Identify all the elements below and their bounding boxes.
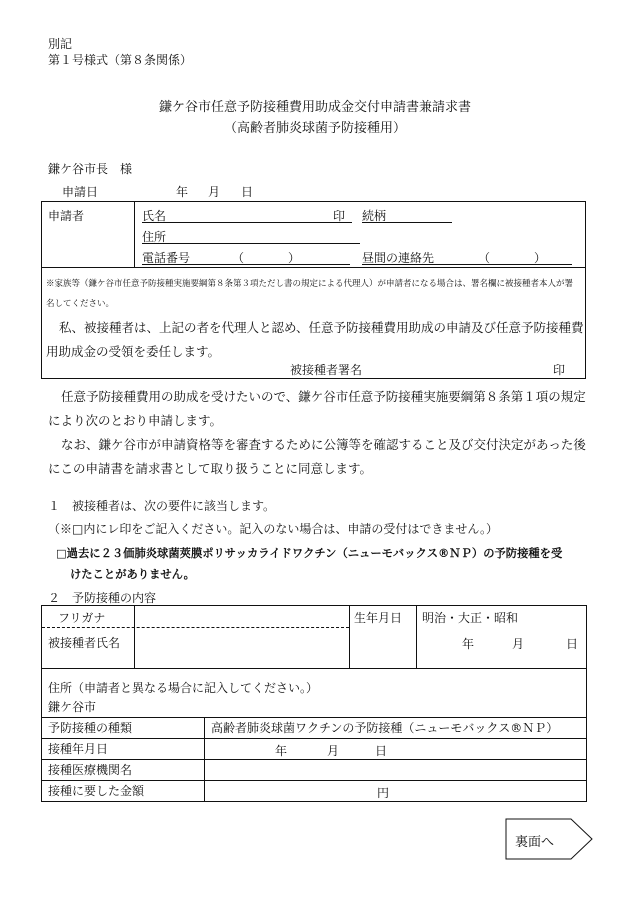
applicant-address-field[interactable] [142, 228, 360, 244]
applicant-label: 申請者 [48, 209, 85, 223]
applicant-note: ※家族等（鎌ケ谷市任意予防接種実施要綱第８条第３項ただし書の規定による代理人）が申請者になる場合は、署名欄に被接種者本人が署名してください。 [46, 279, 574, 309]
statement-para1: 任意予防接種費用の助成を受けたいので、鎌ケ谷市任意予防接種実施要綱第８条第１項の規定により次のとおり申請します。 [48, 389, 586, 428]
section1-heading: １ 被接種者は、次の要件に該当します。 [48, 499, 276, 513]
amount-unit: 円 [377, 785, 390, 800]
institution-label: 接種医療機関名 [42, 759, 205, 780]
phone-label: 電話番号 [142, 251, 191, 265]
applicant-seal: 印 [333, 209, 346, 223]
section1-instruction: （※□内にレ印をご記入ください。記入のない場合は、申請の受付はできません。） [48, 522, 499, 536]
daytime-contact-label: 昼間の連絡先 [362, 251, 435, 265]
furigana-dashed-line [42, 627, 349, 628]
vaccination-date-month: 月 [327, 743, 340, 758]
daytime-contact-field[interactable] [362, 249, 572, 265]
relation-field[interactable] [362, 207, 452, 223]
amount-label: 接種に要した金額 [42, 780, 205, 801]
institution-field[interactable] [205, 759, 587, 780]
recipient-table-divider-3 [416, 605, 417, 669]
birth-month[interactable]: 月 [512, 637, 525, 651]
statement-para2: なお、鎌ケ谷市が申請資格等を審査するために公簿等を確認すること及び交付決定があった後にこの申請書を請求書として取り扱うことに同意します。 [48, 437, 586, 476]
amount-field[interactable] [205, 780, 587, 801]
vaccination-details-table [41, 717, 587, 802]
applicant-name-field[interactable] [142, 207, 352, 223]
relation-label: 続柄 [362, 209, 387, 223]
vaccination-date-day: 日 [375, 743, 388, 758]
application-date-year[interactable]: 年 [176, 185, 189, 199]
requirement-checkbox[interactable]: □過去に２３価肺炎球菌莢膜ポリサッカライドワクチン（ニューモバックス®ＮＰ）の予防接種を受 [56, 547, 563, 560]
phone-field[interactable] [142, 249, 350, 265]
applicant-bottom-divider [41, 267, 586, 268]
appendix-label: 別記 [48, 37, 73, 51]
recipient-table-divider-2 [349, 605, 350, 669]
era-options[interactable]: 明治・大正・昭和 [422, 611, 519, 625]
phone-paren: （ ） [232, 251, 303, 265]
recipient-table-divider-1 [134, 605, 135, 669]
furigana-label: フリガナ [58, 611, 106, 625]
birth-year[interactable]: 年 [462, 637, 475, 651]
daytime-contact-paren: （ ） [478, 251, 549, 265]
next-page-button[interactable] [505, 818, 593, 860]
next-page-label: 裏面へ [515, 835, 555, 850]
document-title: 鎌ケ谷市任意予防接種費用助成金交付申請書兼請求書 [158, 100, 471, 115]
furigana-field[interactable] [136, 607, 348, 626]
application-date-label: 申請日 [62, 185, 99, 199]
birth-day[interactable]: 日 [566, 637, 579, 651]
delegation-text: 私、被接種者は、上記の者を代理人と認め、任意予防接種費用助成の申請及び任意予防接種費用助成金の受領を委任します。 [46, 320, 584, 359]
applicant-name-label: 氏名 [142, 209, 167, 223]
vaccination-date-field[interactable] [205, 738, 587, 759]
signature-seal: 印 [553, 363, 566, 377]
applicant-address-label: 住所 [142, 230, 167, 244]
application-date-day[interactable]: 日 [241, 185, 254, 199]
vaccination-date-label: 接種年月日 [42, 738, 205, 759]
addressee: 鎌ケ谷市長 様 [48, 162, 133, 176]
application-date-month[interactable]: 月 [208, 185, 221, 199]
recipient-name-field[interactable] [136, 629, 348, 667]
recipient-name-label: 被接種者氏名 [48, 636, 121, 650]
requirement-text-line2: けたことがありません。 [70, 568, 195, 581]
recipient-address-value[interactable]: 鎌ケ谷市 [48, 700, 97, 714]
document-subtitle: （高齢者肺炎球菌予防接種用） [223, 121, 406, 136]
vaccine-type-value: 高齢者肺炎球菌ワクチンの予防接種（ニューモバックス®ＮＰ） [205, 717, 587, 738]
vaccine-type-label: 予防接種の種類 [42, 717, 205, 738]
section2-heading: ２ 予防接種の内容 [48, 591, 157, 605]
signature-label: 被接種者署名 [290, 363, 363, 377]
form-number: 第１号様式（第８条関係） [48, 53, 193, 67]
birthdate-label: 生年月日 [354, 611, 403, 625]
recipient-address-label: 住所（申請者と異なる場合に記入してください。） [48, 681, 319, 695]
vaccination-date-year: 年 [275, 743, 288, 758]
applicant-label-divider [134, 201, 135, 267]
